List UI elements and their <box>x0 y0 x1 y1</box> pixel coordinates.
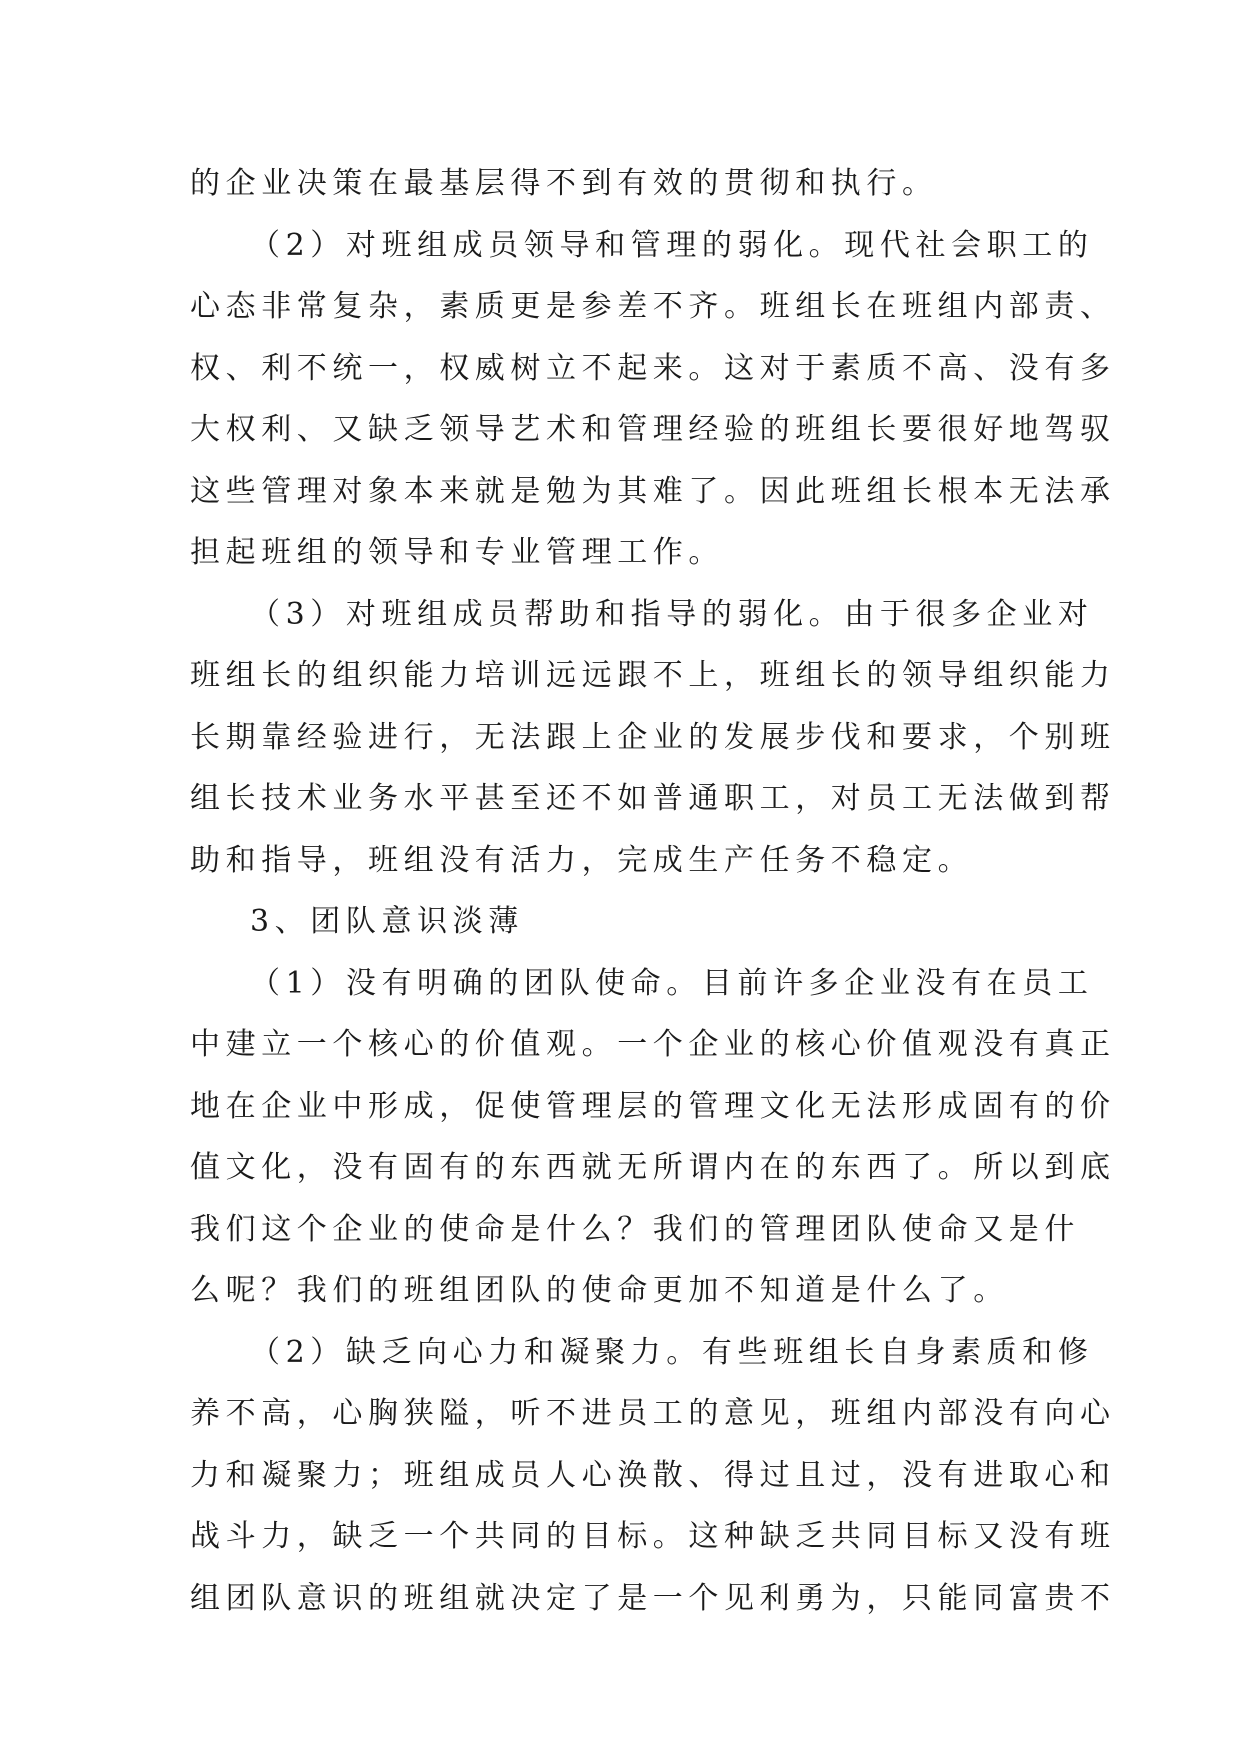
text-line: （1）没有明确的团队使命。目前许多企业没有在员工 <box>250 965 1094 1001</box>
text-line: 的企业决策在最基层得不到有效的贯彻和执行。 <box>190 166 938 201</box>
text-line: 心态非常复杂，素质更是参差不齐。班组长在班组内部责、 <box>190 289 1116 324</box>
text-line: 力和凝聚力；班组成员人心涣散、得过且过，没有进取心和 <box>190 1457 1116 1493</box>
text-line: 班组长的组织能力培训远远跟不上，班组长的领导组织能力 <box>190 658 1116 693</box>
text-line: 担起班组的领导和专业管理工作。 <box>190 535 724 570</box>
text-line: 值文化，没有固有的东西就无所谓内在的东西了。所以到底 <box>190 1150 1116 1185</box>
document-body <box>190 153 1116 1629</box>
text-line: 大权利、又缺乏领导艺术和管理经验的班组长要很好地驾驭 <box>190 412 1116 447</box>
section-heading: 3、团队意识淡薄 <box>250 904 524 939</box>
text-line: （3）对班组成员帮助和指导的弱化。由于很多企业对 <box>250 596 1094 632</box>
text-line: 权、利不统一，权威树立不起来。这对于素质不高、没有多 <box>190 350 1116 386</box>
text-line: 这些管理对象本来就是勉为其难了。因此班组长根本无法承 <box>190 473 1116 509</box>
text-line: 组长技术业务水平甚至还不如普通职工，对员工无法做到帮 <box>190 781 1116 816</box>
text-line: 我们这个企业的使命是什么？我们的管理团队使命又是什 <box>190 1211 1080 1247</box>
text-line: （2）缺乏向心力和凝聚力。有些班组长自身素质和修 <box>250 1334 1094 1370</box>
text-line: 战斗力，缺乏一个共同的目标。这种缺乏共同目标又没有班 <box>190 1519 1116 1554</box>
text-line: 组团队意识的班组就决定了是一个见利勇为，只能同富贵不 <box>190 1580 1116 1616</box>
text-line: 地在企业中形成，促使管理层的管理文化无法形成固有的价 <box>190 1088 1116 1124</box>
text-line: 助和指导，班组没有活力，完成生产任务不稳定。 <box>190 842 974 878</box>
text-line: 养不高，心胸狭隘，听不进员工的意见，班组内部没有向心 <box>190 1396 1116 1431</box>
text-line: 长期靠经验进行，无法跟上企业的发展步伐和要求，个别班 <box>190 719 1116 755</box>
text-line: 中建立一个核心的价值观。一个企业的核心价值观没有真正 <box>190 1027 1116 1062</box>
text-line: （2）对班组成员领导和管理的弱化。现代社会职工的 <box>250 227 1094 263</box>
text-line: 么呢？我们的班组团队的使命更加不知道是什么了。 <box>190 1273 1009 1308</box>
